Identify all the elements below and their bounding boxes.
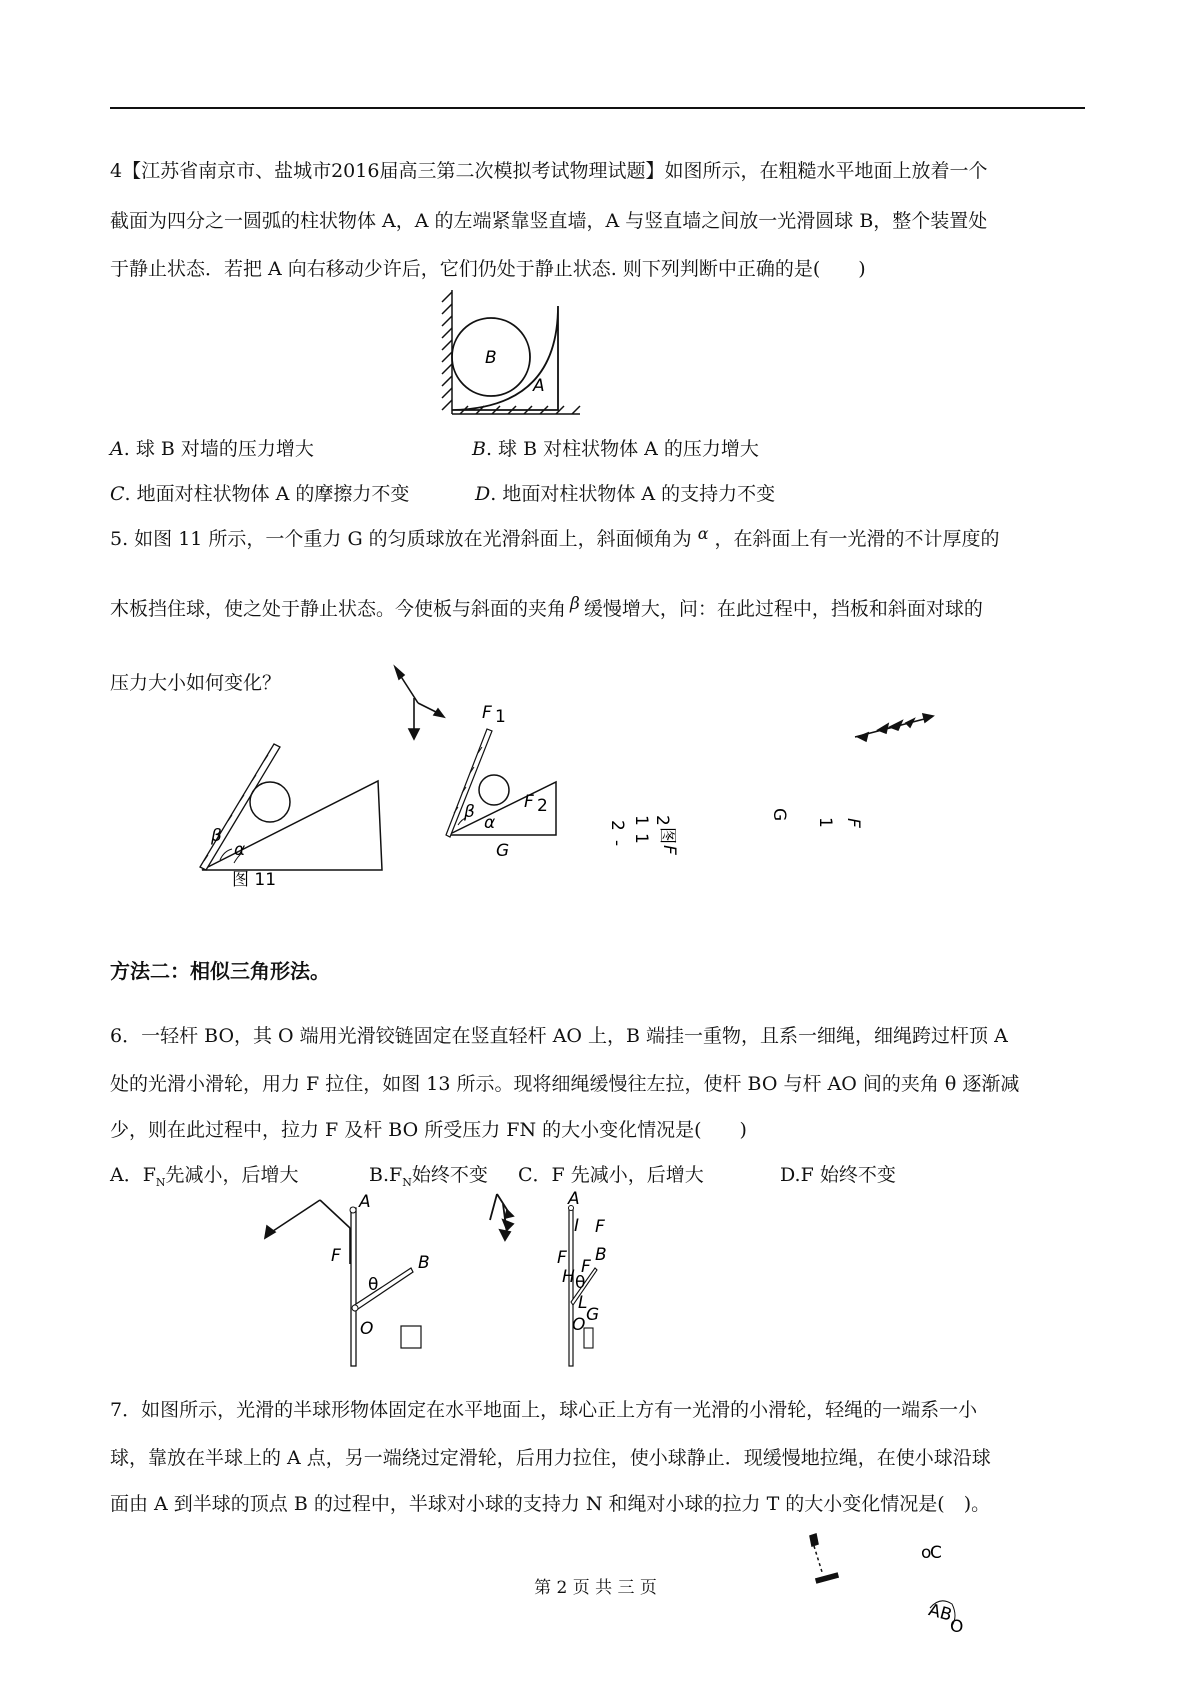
q6-option-b: $B.F_N$始终不变 (369, 1164, 488, 1189)
pole-ao-right (569, 1208, 573, 1366)
q7-line-1: 7．如图所示，光滑的半球形物体固定在水平地面上，球心正上方有一光滑的小滑轮，轻绳的一端系一小 (110, 1399, 978, 1421)
q5-line-1-tail: ，在斜面上有一光滑的不计厚度的 (714, 528, 1000, 550)
q5-line-1 (110, 526, 1000, 553)
arrow-cluster-right (855, 714, 933, 741)
g-label-middle: G (496, 841, 510, 861)
label-f-right-1: F (595, 1217, 605, 1237)
method-2-heading: 方法二：相似三角形法。 (110, 959, 330, 983)
f1-label: F (482, 703, 492, 723)
label-f: F (331, 1246, 341, 1266)
q7-line-2: 球，靠放在半球上的 A 点，另一端绕过定滑轮，后用力拉住，使小球静止．现缓慢地拉绳，在使小球沿球 (110, 1447, 991, 1469)
q4-option-c-letter: C (110, 483, 125, 505)
q4-option-a-text: . 球 B 对墙的压力增大 (123, 438, 314, 460)
q5-figure (190, 655, 950, 905)
rod-bo (353, 1268, 413, 1311)
label-o: O (950, 1617, 964, 1637)
stray-2: 2 (607, 820, 627, 831)
q4-option-c-text: . 地面对柱状物体 A 的摩擦力不变 (124, 483, 410, 505)
q6-option-d: D.F 始终不变 (780, 1164, 896, 1186)
label-theta: θ (368, 1275, 379, 1295)
ball-middle (479, 775, 509, 805)
figure-11-caption: 图 11 (232, 870, 277, 890)
alpha-label-left: α (234, 840, 246, 860)
stray-f2: F (843, 818, 863, 828)
q6-figure (255, 1190, 675, 1370)
label-f-right-2: F (557, 1248, 567, 1268)
alpha-symbol: α (697, 524, 709, 543)
label-a-right: A (568, 1189, 580, 1209)
q4-line-3: 于静止状态．若把 A 向右移动少许后，它们仍处于静止状态. 则下列判断中正确的是( ) (110, 258, 866, 280)
q4-line-1: 4【江苏省南京市、盐城市2016届高三第二次模拟考试物理试题】如图所示，在粗糙水平地面上放着一个 (110, 160, 988, 182)
stray-fig-char: 图 (657, 827, 677, 844)
q4-option-b-letter: B (472, 438, 486, 460)
page-footer: 第 2 页 共 三 页 (534, 1578, 657, 1598)
ball-left (250, 782, 290, 822)
label-f-right-3: F (581, 1257, 591, 1277)
q5-line-2-tail: 缓慢增大，问：在此过程中，挡板和斜面对球的 (583, 598, 983, 620)
label-g-right: G (586, 1305, 600, 1325)
label-h-right: H (562, 1267, 575, 1287)
alpha-label-middle: α (484, 813, 496, 833)
label-b: B (418, 1253, 430, 1273)
q4-option-b-text: . 球 B 对柱状物体 A 的压力增大 (485, 438, 759, 460)
stray-dash: - (607, 840, 627, 847)
f1-sub: 1 (495, 707, 506, 727)
stray-2-small: 2 (652, 815, 672, 826)
label-l-right: L (578, 1293, 588, 1313)
label-ab: AB (926, 1600, 955, 1626)
q5-line-2 (110, 596, 983, 623)
label-theta-right: θ (575, 1273, 586, 1293)
pole-ao (351, 1208, 356, 1366)
f2-label: F (524, 792, 534, 812)
q6-line-2: 处的光滑小滑轮，用力 F 拉住，如图 13 所示。现将细绳缓慢往左拉，使杆 BO 与杆 AO 间的夹角 θ 逐渐减 (110, 1073, 1020, 1095)
label-a: A (359, 1192, 371, 1212)
q5-line-1-text: 5. 如图 11 所示，一个重力 G 的匀质球放在光滑斜面上，斜面倾角为 (110, 528, 692, 550)
f2-sub: 2 (537, 796, 548, 816)
q5-line-2-text: 木板挡住球，使之处于静止状态。今使板与斜面的夹角 (110, 598, 567, 620)
q7-line-3: 面由 A 到半球的顶点 B 的过程中，半球对小球的支持力 N 和绳对小球的拉力 T 的大小变化情况是( )。 (110, 1493, 991, 1515)
svg-text:o: o (921, 1543, 932, 1563)
stray-f: F (659, 845, 679, 855)
q4-line-2: 截面为四分之一圆弧的柱状物体 A，A 的左端紧靠竖直墙，A 与竖直墙之间放一光滑圆球 B，整个装置处 (110, 210, 988, 232)
beta-symbol: β (570, 594, 580, 614)
q4-option-a-letter: A (110, 438, 124, 460)
force-arrows-top (395, 667, 444, 739)
q4-option-d-letter: D (475, 483, 491, 505)
label-o: O (360, 1319, 374, 1339)
q6-line-3: 少，则在此过程中，拉力 F 及杆 BO 所受压力 FN 的大小变化情况是( ) (110, 1119, 747, 1141)
q6-option-c: C．F 先减小，后增大 (518, 1164, 704, 1186)
label-i-right: I (574, 1216, 580, 1236)
q4-option-d-text: . 地面对柱状物体 A 的支持力不变 (490, 483, 776, 505)
label-b: B (485, 348, 497, 368)
q4-option-d (475, 481, 775, 507)
beta-label-middle: β (464, 802, 475, 822)
scribble-arrows (490, 1194, 513, 1240)
q4-figure (440, 288, 590, 418)
label-a: A (533, 376, 545, 396)
label-o-right: O (572, 1315, 586, 1335)
stray-1a: 1 (631, 815, 651, 826)
weight-left (401, 1326, 421, 1348)
stray-rotated-labels (607, 808, 863, 855)
beta-label-left: β (211, 826, 222, 846)
q6-line-1: 6．一轻杆 BO，其 O 端用光滑铰链固定在竖直轻杆 AO 上，B 端挂一重物，且系一细绳，细绳跨过杆顶 A (110, 1025, 1008, 1047)
q4-option-c (110, 481, 409, 507)
wall-hatch (442, 290, 452, 414)
q6-option-a: A．$F_N$先减小，后增大 (110, 1164, 299, 1189)
label-b-right: B (595, 1245, 607, 1265)
q5-line-3: 压力大小如何变化？ (110, 672, 282, 694)
stray-1b: 1 (631, 833, 651, 844)
stray-g: G (769, 808, 789, 822)
header-rule (110, 107, 1085, 109)
label-c: C (930, 1543, 942, 1563)
q4-option-b (472, 436, 759, 462)
stray-1c: 1 (815, 817, 835, 828)
q4-option-a (110, 436, 314, 462)
